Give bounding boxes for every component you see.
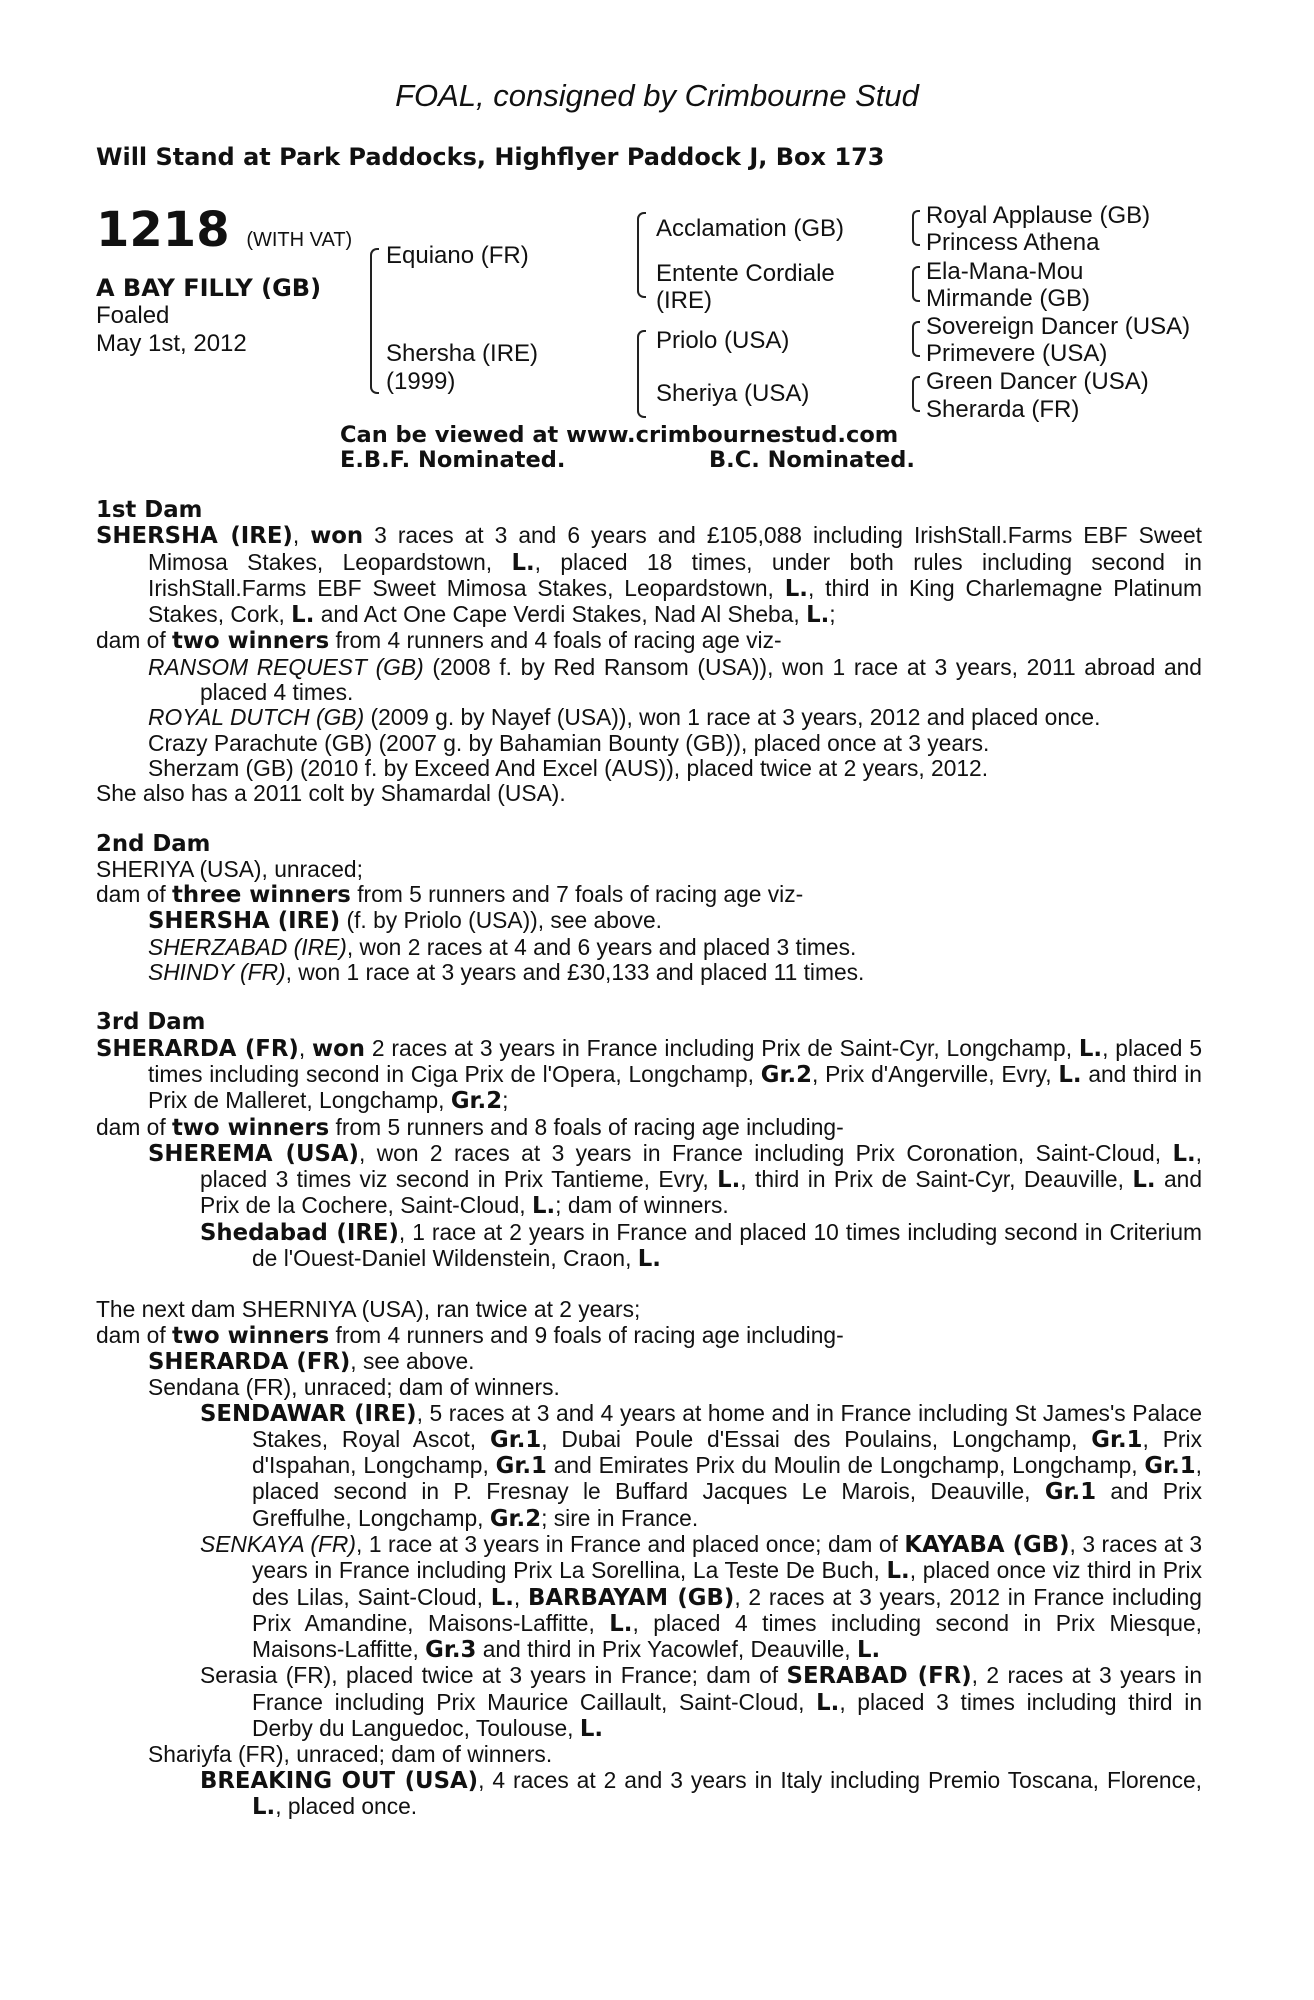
pedigree-ggp: Primevere (USA) — [926, 340, 1108, 367]
lot-header — [96, 202, 353, 265]
pedigree-ggp: Sherarda (FR) — [926, 396, 1080, 423]
third-dam-produce-summary: dam of two winners from 5 runners and 8 foals of racing age including- — [96, 1113, 844, 1141]
lot-description: A BAY FILLY (GB) — [96, 274, 322, 302]
produce-entry: Crazy Parachute (GB) (2007 g. by Bahamian Bounty (GB)), placed once at 3 years. — [148, 729, 990, 756]
produce-entry: SHEREMA (USA), won 2 races at 3 years in France including Prix Coronation, Saint-Cloud, L., placed 3 times viz second in Prix Tantieme, Evry, L., third in Prix de Saint-Cyr, Deauville, L. and Prix de la Cochere, Saint-Cloud, L.; dam of winners. — [148, 1139, 1202, 1220]
pedigree-brace-dam — [637, 330, 646, 418]
pedigree-brace-ggp-1 — [912, 210, 920, 246]
produce-entry: Sendana (FR), unraced; dam of winners. — [148, 1374, 560, 1401]
produce-entry: SENDAWAR (IRE), 5 races at 3 and 4 years at home and in France including St James's Palace Stakes, Royal Ascot, Gr.1, Dubai Poule d'Essai des Poulains, Longchamp, Gr.1, Prix d'Ispahan, Longchamp, Gr.1 and Emirates Prix du Moulin de Longchamp, Longchamp, Gr.1, placed second in P. Fresnay le Buffard Jacques Le Marois, Deauville, Gr.1 and Prix Greffulhe, Longchamp, Gr.2; sire in France. — [200, 1399, 1202, 1532]
produce-entry: SHERZABAD (IRE), won 2 races at 4 and 6 years and placed 3 times. — [148, 933, 857, 960]
pedigree-ggp: Royal Applause (GB) — [926, 202, 1151, 229]
produce-entry: Serasia (FR), placed twice at 3 years in France; dam of SERABAD (FR), 2 races at 3 years in France including Prix Maurice Caillault, Saint-Cloud, L., placed 3 times including third in Derby du Languedoc, Toulouse, L. — [200, 1662, 1203, 1743]
produce-entry: RANSOM REQUEST (GB) (2008 f. by Red Ransom (USA)), won 1 race at 3 years, 2011 abroad and placed 4 times. — [148, 653, 1202, 706]
pedigree-dam-year: (1999) — [386, 368, 456, 395]
produce-entry: SHINDY (FR), won 1 race at 3 years and £30,133 and placed 11 times. — [148, 959, 865, 986]
second-dam-heading: 2nd Dam — [96, 830, 211, 857]
pedigree-sire-dam-country: (IRE) — [656, 287, 712, 314]
bc-note: B.C. Nominated. — [709, 447, 915, 473]
pedigree-dam-sire: Priolo (USA) — [656, 327, 790, 354]
first-dam-record: SHERSHA (IRE), won 3 races at 3 and 6 years and £105,088 including IrishStall.Farms EBF Sweet Mimosa Stakes, Leopardstown, L., placed 18 times, under both rules including second in IrishStall.Farms EBF Sweet Mimosa Stakes, Leopardstown, L., third in King Charlemagne Platinum Stakes, Cork, L. and Act One Cape Verdi Stakes, Nad Al Sheba, L.; — [96, 522, 1203, 629]
viewing-note: Can be viewed at www.crimbournestud.com — [340, 422, 899, 448]
pedigree-brace-ggp-3 — [912, 321, 920, 357]
pedigree-sire: Equiano (FR) — [386, 242, 529, 269]
pedigree-ggp: Green Dancer (USA) — [926, 368, 1149, 395]
consignment-line: FOAL, consigned by Crimbourne Stud — [395, 78, 919, 113]
second-dam-record: SHERIYA (USA), unraced; — [96, 855, 363, 882]
stand-location: Will Stand at Park Paddocks, Highflyer Paddock J, Box 173 — [96, 143, 885, 171]
ebf-note: E.B.F. Nominated. — [340, 447, 566, 473]
pedigree-brace-ggp-2 — [912, 266, 920, 302]
pedigree-ggp: Sovereign Dancer (USA) — [926, 313, 1191, 340]
pedigree-brace-sire — [637, 212, 646, 298]
produce-entry: BREAKING OUT (USA), 4 races at 2 and 3 years in Italy including Premio Toscana, Florence, L., placed once. — [200, 1766, 1202, 1820]
foaled-label: Foaled — [96, 302, 170, 329]
first-dam-produce-summary: dam of two winners from 4 runners and 4 foals of racing age viz- — [96, 627, 782, 655]
lot-number: 1218 — [96, 202, 230, 258]
pedigree-ggp: Ela-Mana-Mou — [926, 258, 1084, 285]
catalogue-body — [96, 498, 1202, 1820]
produce-entry: ROYAL DUTCH (GB) (2009 g. by Nayef (USA)), won 1 race at 3 years, 2012 and placed once. — [148, 704, 1101, 731]
produce-entry: Sherzam (GB) (2010 f. by Exceed And Excel (AUS)), placed twice at 2 years, 2012. — [148, 754, 989, 781]
produce-entry: SENKAYA (FR), 1 race at 3 years in France and placed once; dam of KAYABA (GB), 3 races at 3 years in France including Prix La Sorellina, La Teste De Buch, L., placed once viz third in Prix des Lilas, Saint-Cloud, L., BARBAYAM (GB), 2 races at 3 years, 2012 in France including Prix Amandine, Maisons-Laffitte, L., placed 4 times including second in Prix Miesque, Maisons-Laffitte, Gr.3 and third in Prix Yacowlef, Deauville, L. — [200, 1530, 1202, 1664]
foaled-date: May 1st, 2012 — [96, 330, 247, 357]
pedigree-brace-gen1 — [370, 248, 379, 394]
next-dam-produce-summary: dam of two winners from 4 runners and 9 foals of racing age including- — [96, 1321, 844, 1349]
pedigree-dam-dam: Sheriya (USA) — [656, 380, 810, 407]
pedigree-ggp: Mirmande (GB) — [926, 285, 1091, 312]
first-dam-heading: 1st Dam — [96, 497, 203, 523]
second-dam-produce-summary: dam of three winners from 5 runners and 7 foals of racing age viz- — [96, 881, 804, 909]
produce-entry: SHERSHA (IRE) (f. by Priolo (USA)), see above. — [148, 907, 662, 935]
pedigree-sire-dam: Entente Cordiale — [656, 260, 835, 287]
next-dam-record: The next dam SHERNIYA (USA), ran twice at 2 years; — [96, 1296, 641, 1323]
first-dam-also: She also has a 2011 colt by Shamardal (USA). — [96, 780, 566, 807]
pedigree-dam: Shersha (IRE) — [386, 340, 539, 367]
pedigree-brace-ggp-4 — [912, 376, 920, 412]
produce-entry: Shariyfa (FR), unraced; dam of winners. — [148, 1741, 553, 1768]
pedigree-ggp: Princess Athena — [926, 229, 1100, 256]
pedigree-sire-sire: Acclamation (GB) — [656, 215, 845, 242]
produce-entry: Shedabad (IRE), 1 race at 2 years in France and placed 10 times including second in Criterium de l'Ouest-Daniel Wildenstein, Craon, L. — [200, 1218, 1202, 1273]
vat-note: (WITH VAT) — [246, 229, 353, 251]
produce-entry: SHERARDA (FR), see above. — [148, 1347, 475, 1375]
third-dam-record: SHERARDA (FR), won 2 races at 3 years in France including Prix de Saint-Cyr, Longchamp, L., placed 5 times including second in Ciga Prix de l'Opera, Longchamp, Gr.2, Prix d'Angerville, Evry, L. and third in Prix de Malleret, Longchamp, Gr.2; — [96, 1034, 1203, 1115]
third-dam-heading: 3rd Dam — [96, 1009, 206, 1036]
